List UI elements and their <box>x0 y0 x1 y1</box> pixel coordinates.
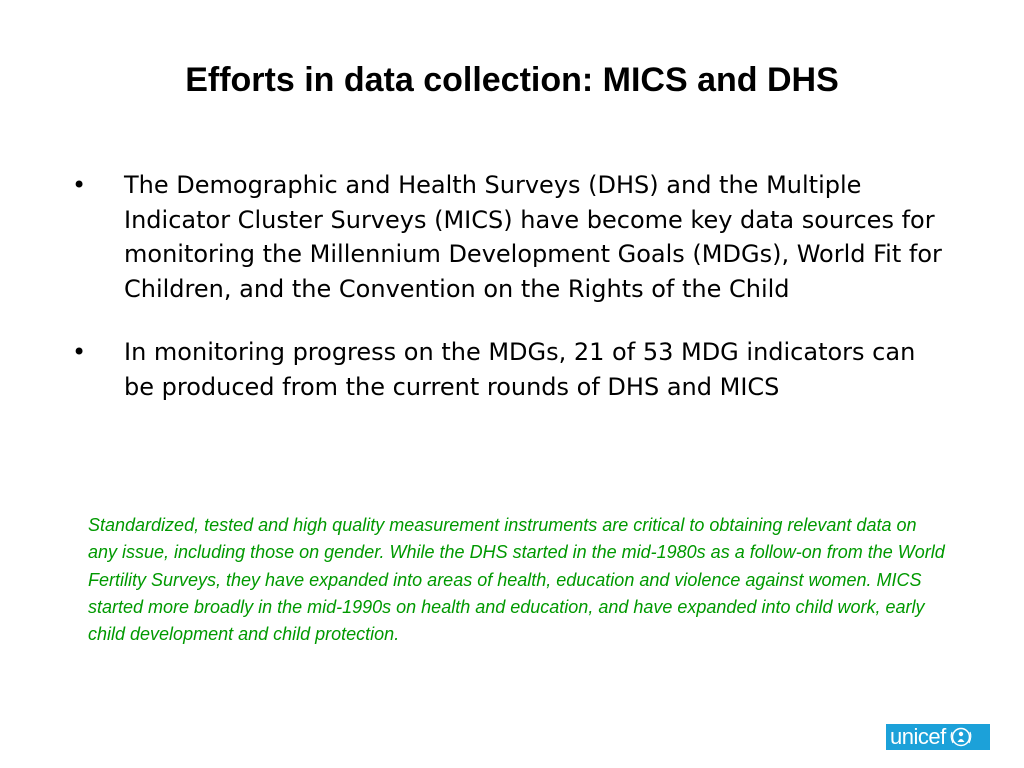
bullet-item <box>70 335 950 404</box>
bullet-text: In monitoring progress on the MDGs, 21 of 53 MDG indicators can be produced from the current rounds of DHS and MICS <box>124 338 916 401</box>
bullet-marker: • <box>72 338 87 366</box>
bullet-marker: • <box>72 171 87 199</box>
unicef-emblem-icon <box>949 726 973 748</box>
bullet-item <box>70 168 950 306</box>
unicef-logo <box>886 724 990 750</box>
slide-title: Efforts in data collection: MICS and DHS <box>185 61 839 99</box>
speaker-note: Standardized, tested and high quality measurement instruments are critical to obtaining relevant data on any issue, including those on gender. While the DHS started in the mid-1980s as a follow-on from the World Fertility Surveys, they have expanded into areas of health, education and violence against women. MICS started more broadly in the mid-1990s on health and education, and have expanded into child work, early child development and child protection. <box>88 515 945 645</box>
logo-text: unicef <box>890 724 946 749</box>
bullet-text: The Demographic and Health Surveys (DHS) and the Multiple Indicator Cluster Surveys (MICS) have become key data sources for monitoring the Millennium Development Goals (MDGs), World Fit for Children, and the Convention on the Rights of the Child <box>124 171 942 303</box>
bullet-list <box>70 168 950 433</box>
